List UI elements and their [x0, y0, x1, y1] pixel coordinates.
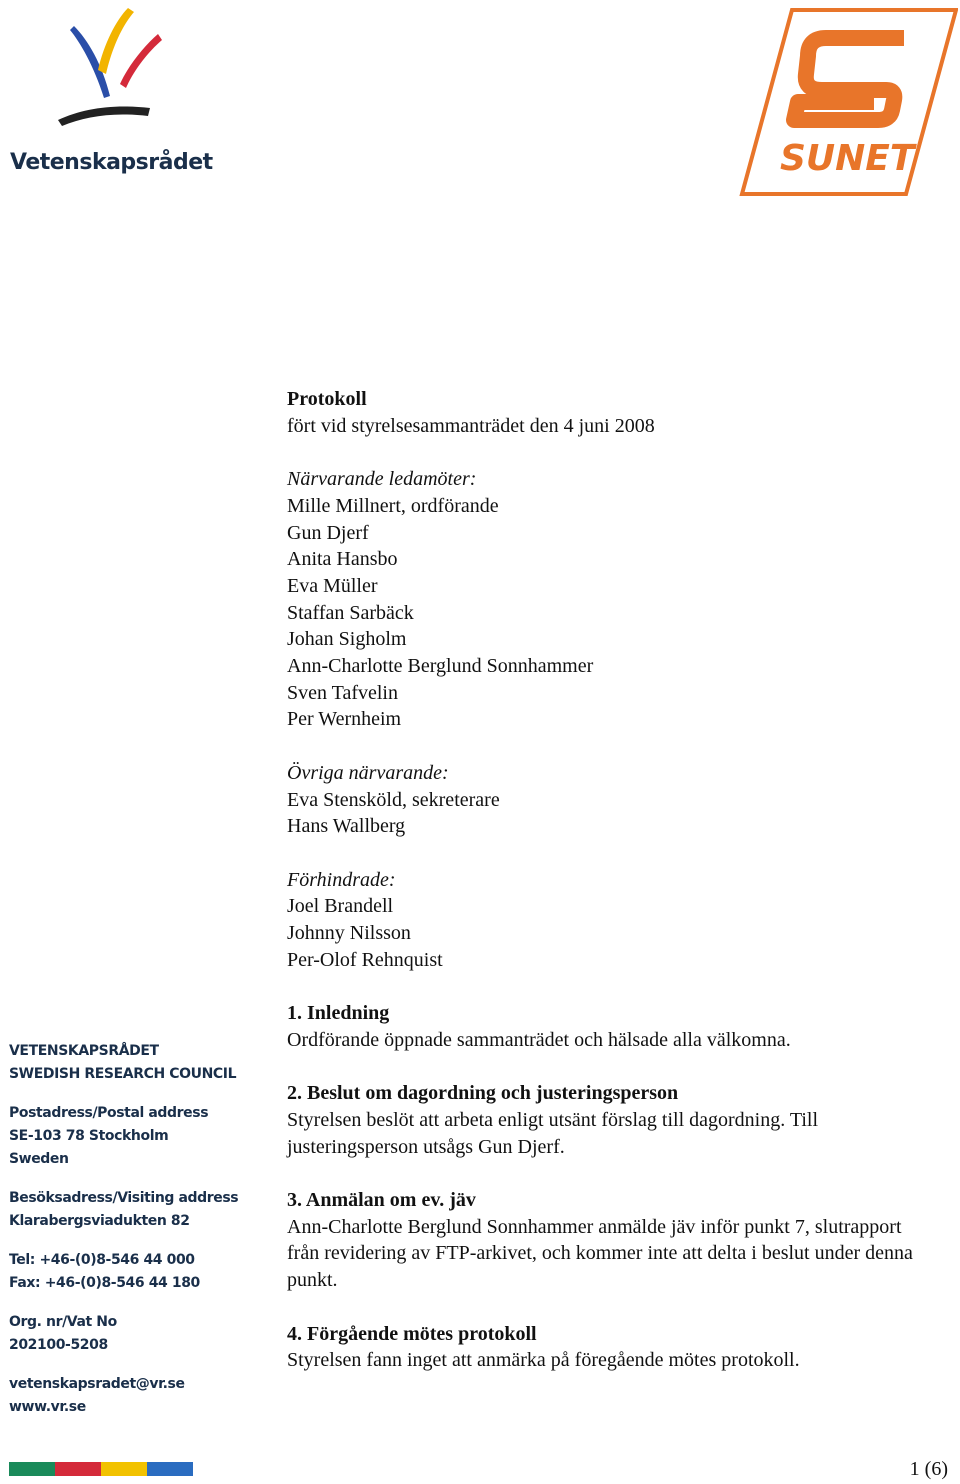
org-name-en: SWEDISH RESEARCH COUNCIL [9, 1066, 237, 1082]
document-subtitle: fört vid styrelsesammanträdet den 4 juni 2008 [287, 414, 655, 437]
present-members [287, 466, 927, 733]
tel-number: Tel: +46-(0)8-546 44 000 [9, 1252, 195, 1268]
org-number [9, 1311, 219, 1357]
member-name: Mille Millnert, ordförande [287, 494, 499, 517]
section-2 [287, 1080, 927, 1160]
org-name [9, 1040, 237, 1086]
member-name: Sven Tafvelin [287, 681, 398, 704]
stripe-blue [147, 1462, 193, 1476]
absent-name: Per-Olof Rehnquist [287, 948, 443, 971]
section-body: Ordförande öppnade sammanträdet och hälsade alla välkomna. [287, 1028, 791, 1051]
org-name-sv: VETENSKAPSRÅDET [9, 1043, 159, 1059]
member-name: Eva Müller [287, 574, 378, 597]
present-heading: Närvarande ledamöter: [287, 468, 477, 491]
section-body: Styrelsen beslöt att arbeta enligt utsänt förslag till dagordning. Till justeringsperson utsågs Gun Djerf. [287, 1108, 819, 1158]
member-name: Ann-Charlotte Berglund Sonnhammer [287, 655, 594, 678]
web-contacts [9, 1373, 219, 1419]
postal-line: SE-103 78 Stockholm [9, 1128, 169, 1144]
vetenskapsradet-logo [6, 4, 213, 180]
member-name: Per Wernheim [287, 708, 402, 731]
section-heading: 4. Förgående mötes protokoll [287, 1322, 537, 1345]
stripe-yellow [101, 1462, 147, 1476]
postal-address [9, 1102, 219, 1171]
sunet-emblem-icon [736, 6, 958, 198]
section-3 [287, 1187, 927, 1294]
absent-heading: Förhindrade: [287, 868, 396, 891]
visiting-address [9, 1187, 239, 1233]
section-body: Ann-Charlotte Berglund Sonnhammer anmälde jäv inför punkt 7, slutrapport från revidering av FTP-arkivet, och kommer inte att delta i beslut under denna punkt. [287, 1215, 913, 1292]
document-title: Protokoll [287, 388, 367, 410]
postal-country: Sweden [9, 1151, 69, 1167]
address-sidebar [9, 1040, 239, 1435]
section-heading: 3. Anmälan om ev. jäv [287, 1189, 476, 1211]
attendee-name: Hans Wallberg [287, 815, 406, 838]
section-body: Styrelsen fann inget att anmärka på föregående mötes protokoll. [287, 1349, 800, 1372]
page-number: 1 (6) [909, 1458, 948, 1480]
others-heading: Övriga närvarande: [287, 761, 449, 784]
email-link[interactable]: vetenskapsradet@vr.se [9, 1376, 185, 1392]
postal-label: Postadress/Postal address [9, 1105, 209, 1121]
sunet-logo [736, 6, 958, 198]
color-stripe [9, 1462, 193, 1476]
section-heading: 1. Inledning [287, 1002, 390, 1025]
phone-numbers [9, 1249, 219, 1295]
attendee-name: Eva Stensköld, sekreterare [287, 788, 500, 811]
absent-members [287, 867, 927, 974]
visiting-line: Klarabergsviadukten 82 [9, 1213, 190, 1229]
section-4 [287, 1321, 927, 1374]
orgnr-value: 202100-5208 [9, 1337, 108, 1353]
member-name: Anita Hansbo [287, 548, 398, 571]
website-link[interactable]: www.vr.se [9, 1399, 86, 1415]
vetenskapsradet-emblem-icon [54, 4, 164, 132]
member-name: Johan Sigholm [287, 628, 407, 651]
fax-number: Fax: +46-(0)8-546 44 180 [9, 1275, 200, 1291]
section-heading: 2. Beslut om dagordning och justeringsperson [287, 1082, 679, 1105]
orgnr-label: Org. nr/Vat No [9, 1314, 117, 1330]
protocol-body [287, 386, 927, 1401]
absent-name: Johnny Nilsson [287, 922, 411, 945]
vetenskapsradet-wordmark: Vetenskapsrådet [10, 150, 213, 175]
protocol-header [287, 386, 927, 439]
visiting-label: Besöksadress/Visiting address [9, 1190, 239, 1206]
sunet-wordmark: SUNET [780, 138, 915, 179]
absent-name: Joel Brandell [287, 895, 394, 918]
stripe-red [55, 1462, 101, 1476]
member-name: Gun Djerf [287, 521, 369, 544]
stripe-green [9, 1462, 55, 1476]
section-1 [287, 1000, 927, 1053]
member-name: Staffan Sarbäck [287, 601, 414, 624]
other-attendees [287, 760, 927, 840]
